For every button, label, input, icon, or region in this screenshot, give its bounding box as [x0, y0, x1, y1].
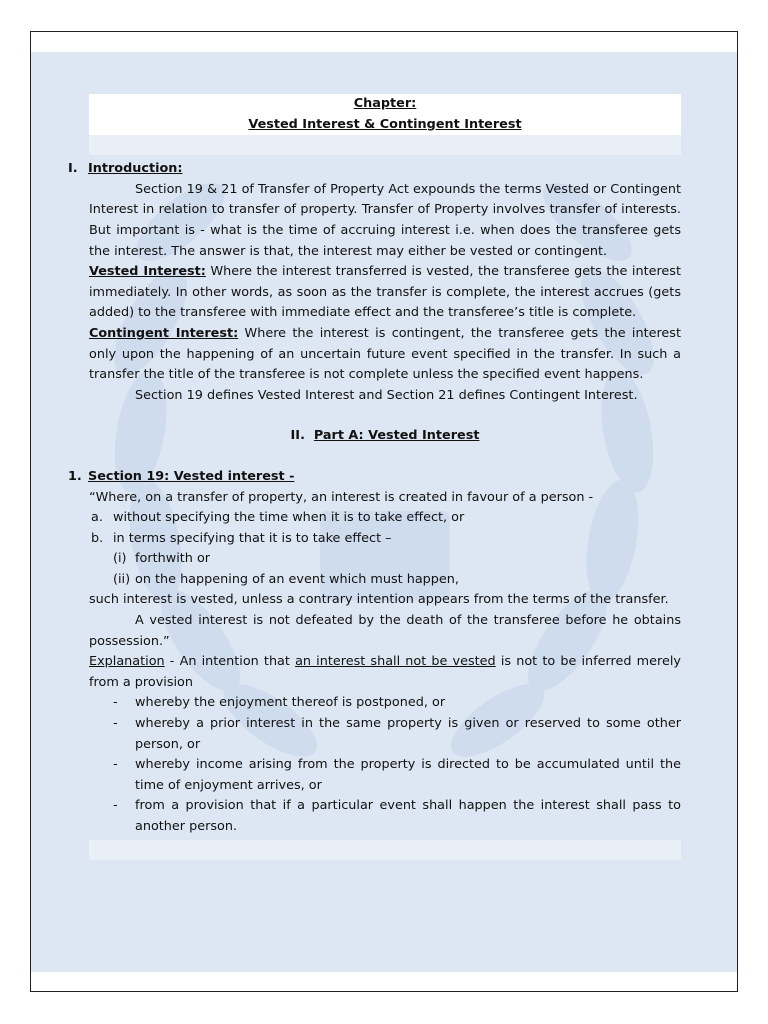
list-item: [89, 714, 681, 755]
section19-heading-row: [68, 467, 681, 488]
bottom-spacer: [89, 840, 681, 860]
contingent-text: Where the interest is contingent, the transferee gets the interest only upon the happening of an uncertain future event specified in the transfer. In such a transfer the title of the transferee is not complete unless the specified event happens.: [89, 325, 681, 383]
item-text: in terms specifying that it is to take effect –: [113, 530, 392, 546]
section19-conclusion: such interest is vested, unless a contrary intention appears from the terms of the transfer.: [89, 592, 669, 608]
section19-heading: Section 19: Vested interest -: [88, 468, 295, 484]
list-item: [89, 529, 681, 550]
part-a-title: Part A: Vested Interest: [313, 428, 480, 444]
chapter-title: Vested Interest & Contingent Interest: [248, 116, 522, 132]
explanation-pre: - An intention that: [164, 654, 296, 670]
chapter-title-block: [89, 94, 681, 135]
explanation: [89, 652, 681, 693]
dash-label: -: [113, 757, 118, 773]
dash-label: -: [113, 716, 118, 732]
list-item: [89, 549, 681, 570]
contingent-term: Contingent Interest:: [89, 325, 239, 341]
intro-heading-row: [68, 159, 681, 180]
vested-text: Where the interest transferred is vested, the transferee gets the interest immediately. In other words, as soon as the transfer is complete, the interest accrues (gets added) to the transferee with immediate effect and the transferee’s title is complete.: [89, 264, 681, 321]
list-item: [89, 508, 681, 529]
list-item: [89, 796, 681, 837]
death-clause: A vested interest is not defeated by the death of the transferee before he obtains possession.”: [89, 613, 681, 649]
intro-heading: Introduction:: [88, 161, 183, 177]
dash-text: whereby the enjoyment thereof is postponed, or: [135, 695, 446, 711]
item-text: without specifying the time when it is to take effect, or: [113, 510, 465, 526]
chapter-label: Chapter:: [353, 96, 417, 111]
explanation-term: Explanation: [89, 654, 165, 670]
item-label: (i): [113, 551, 127, 567]
item-label: (ii): [113, 571, 131, 587]
intro-closing: Section 19 defines Vested Interest and Section 21 defines Contingent Interest.: [135, 387, 638, 403]
title-spacer: [89, 135, 681, 155]
item-label: a.: [91, 510, 103, 526]
intro-paragraph: Section 19 & 21 of Transfer of Property Act expounds the terms Vested or Contingent Interest in relation to transfer of property. Transfer of Property involves transfer of interests. But important is - what is the time of accruing interest i.e. when does the transferee gets the interest. The answer is that, the interest may either be vested or contingent.: [89, 181, 681, 259]
item-label: b.: [91, 530, 104, 546]
item-text: on the happening of an event which must happen,: [135, 571, 459, 587]
item-text: forthwith or: [135, 551, 211, 567]
section19-number: 1.: [68, 468, 82, 484]
dash-label: -: [113, 695, 118, 711]
dash-text: whereby a prior interest in the same property is given or reserved to some other person, or: [135, 716, 681, 752]
part-a-heading: [89, 426, 681, 447]
contingent-definition: [89, 324, 681, 386]
section19-opening: “Where, on a transfer of property, an interest is created in favour of a person -: [89, 489, 594, 505]
dash-text: from a provision that if a particular event shall happen the interest shall pass to another person.: [135, 798, 681, 834]
list-item: [89, 693, 681, 714]
vested-term: Vested Interest:: [89, 264, 206, 280]
part-a-numeral: II.: [290, 428, 305, 444]
dash-text: whereby income arising from the property is directed to be accumulated until the time of enjoyment arrives, or: [135, 757, 681, 793]
page-frame: [30, 31, 738, 992]
list-item: [89, 755, 681, 796]
dash-label: -: [113, 798, 118, 814]
list-item: [89, 570, 681, 591]
explanation-underlined: an interest shall not be vested: [295, 654, 496, 670]
vested-definition: [89, 262, 681, 324]
intro-numeral: I.: [68, 161, 78, 177]
explanation-post: is not to be inferred merely from a provision: [89, 654, 681, 690]
document-body: [68, 94, 681, 860]
